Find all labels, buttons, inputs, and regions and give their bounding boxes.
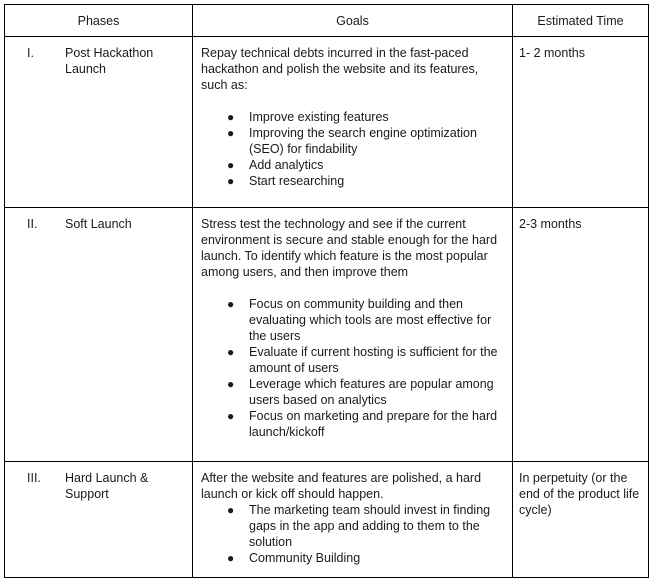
list-item: ● Improving the search engine optimization (SEO) for findability	[227, 126, 477, 156]
goal-bullet-list	[201, 109, 506, 189]
table-row	[5, 37, 649, 208]
bullet-icon: ●	[227, 377, 235, 391]
goal-text: Repay technical debts incurred in the fast-paced hackathon and polish the website and its features, such as:	[201, 46, 479, 92]
bullet-icon: ●	[227, 409, 235, 423]
goals-cell	[193, 37, 513, 208]
phase-name: Hard Launch & Support	[65, 471, 149, 501]
phase-cell	[5, 37, 193, 208]
list-item: ● Add analytics	[227, 158, 324, 172]
bullet-icon: ●	[227, 345, 235, 359]
time-cell	[513, 208, 649, 462]
list-item: ● Focus on marketing and prepare for the hard launch/kickoff	[227, 409, 498, 439]
bullet-icon: ●	[227, 174, 235, 188]
header-phases: Phases	[5, 5, 193, 37]
bullet-icon: ●	[227, 126, 235, 140]
goals-cell	[193, 208, 513, 462]
phase-name: Soft Launch	[65, 217, 132, 231]
list-item: ● Improve existing features	[227, 110, 389, 124]
bullet-icon: ●	[227, 551, 235, 565]
bullet-icon: ●	[227, 503, 235, 517]
time-cell	[513, 462, 649, 578]
goal-bullet-list	[201, 296, 506, 440]
header-row	[5, 5, 649, 37]
phase-number: II.	[27, 217, 38, 231]
table-row	[5, 462, 649, 578]
phase-cell	[5, 462, 193, 578]
header-estimated-time: Estimated Time	[513, 5, 649, 37]
goal-text: After the website and features are polished, a hard launch or kick off should happen.	[201, 471, 482, 501]
list-item: ● Start researching	[227, 174, 345, 188]
phase-number: I.	[27, 46, 34, 60]
phases-table	[4, 4, 649, 578]
phase-cell	[5, 208, 193, 462]
phase-number: III.	[27, 471, 41, 485]
list-item: ● Leverage which features are popular among users based on analytics	[227, 377, 494, 407]
table-row	[5, 208, 649, 462]
goal-text: Stress test the technology and see if the current environment is secure and stable enough for the hard launch. To identify which feature is the most popular among users, and then improve them	[201, 217, 498, 279]
header-goals: Goals	[193, 5, 513, 37]
list-item: ● The marketing team should invest in finding gaps in the app and adding to them to the solution	[227, 503, 491, 549]
goal-bullet-list	[201, 502, 506, 566]
list-item: ● Focus on community building and then evaluating which tools are most effective for the users	[227, 297, 492, 343]
time-cell	[513, 37, 649, 208]
estimated-time: In perpetuity (or the end of the product life cycle)	[519, 471, 640, 517]
list-item: ● Evaluate if current hosting is sufficient for the amount of users	[227, 345, 498, 375]
phase-name: Post Hackathon Launch	[65, 46, 154, 76]
bullet-icon: ●	[227, 158, 235, 172]
list-item: ● Community Building	[227, 551, 361, 565]
bullet-icon: ●	[227, 110, 235, 124]
estimated-time: 2-3 months	[519, 217, 582, 231]
goals-cell	[193, 462, 513, 578]
estimated-time: 1- 2 months	[519, 46, 586, 60]
bullet-icon: ●	[227, 297, 235, 311]
